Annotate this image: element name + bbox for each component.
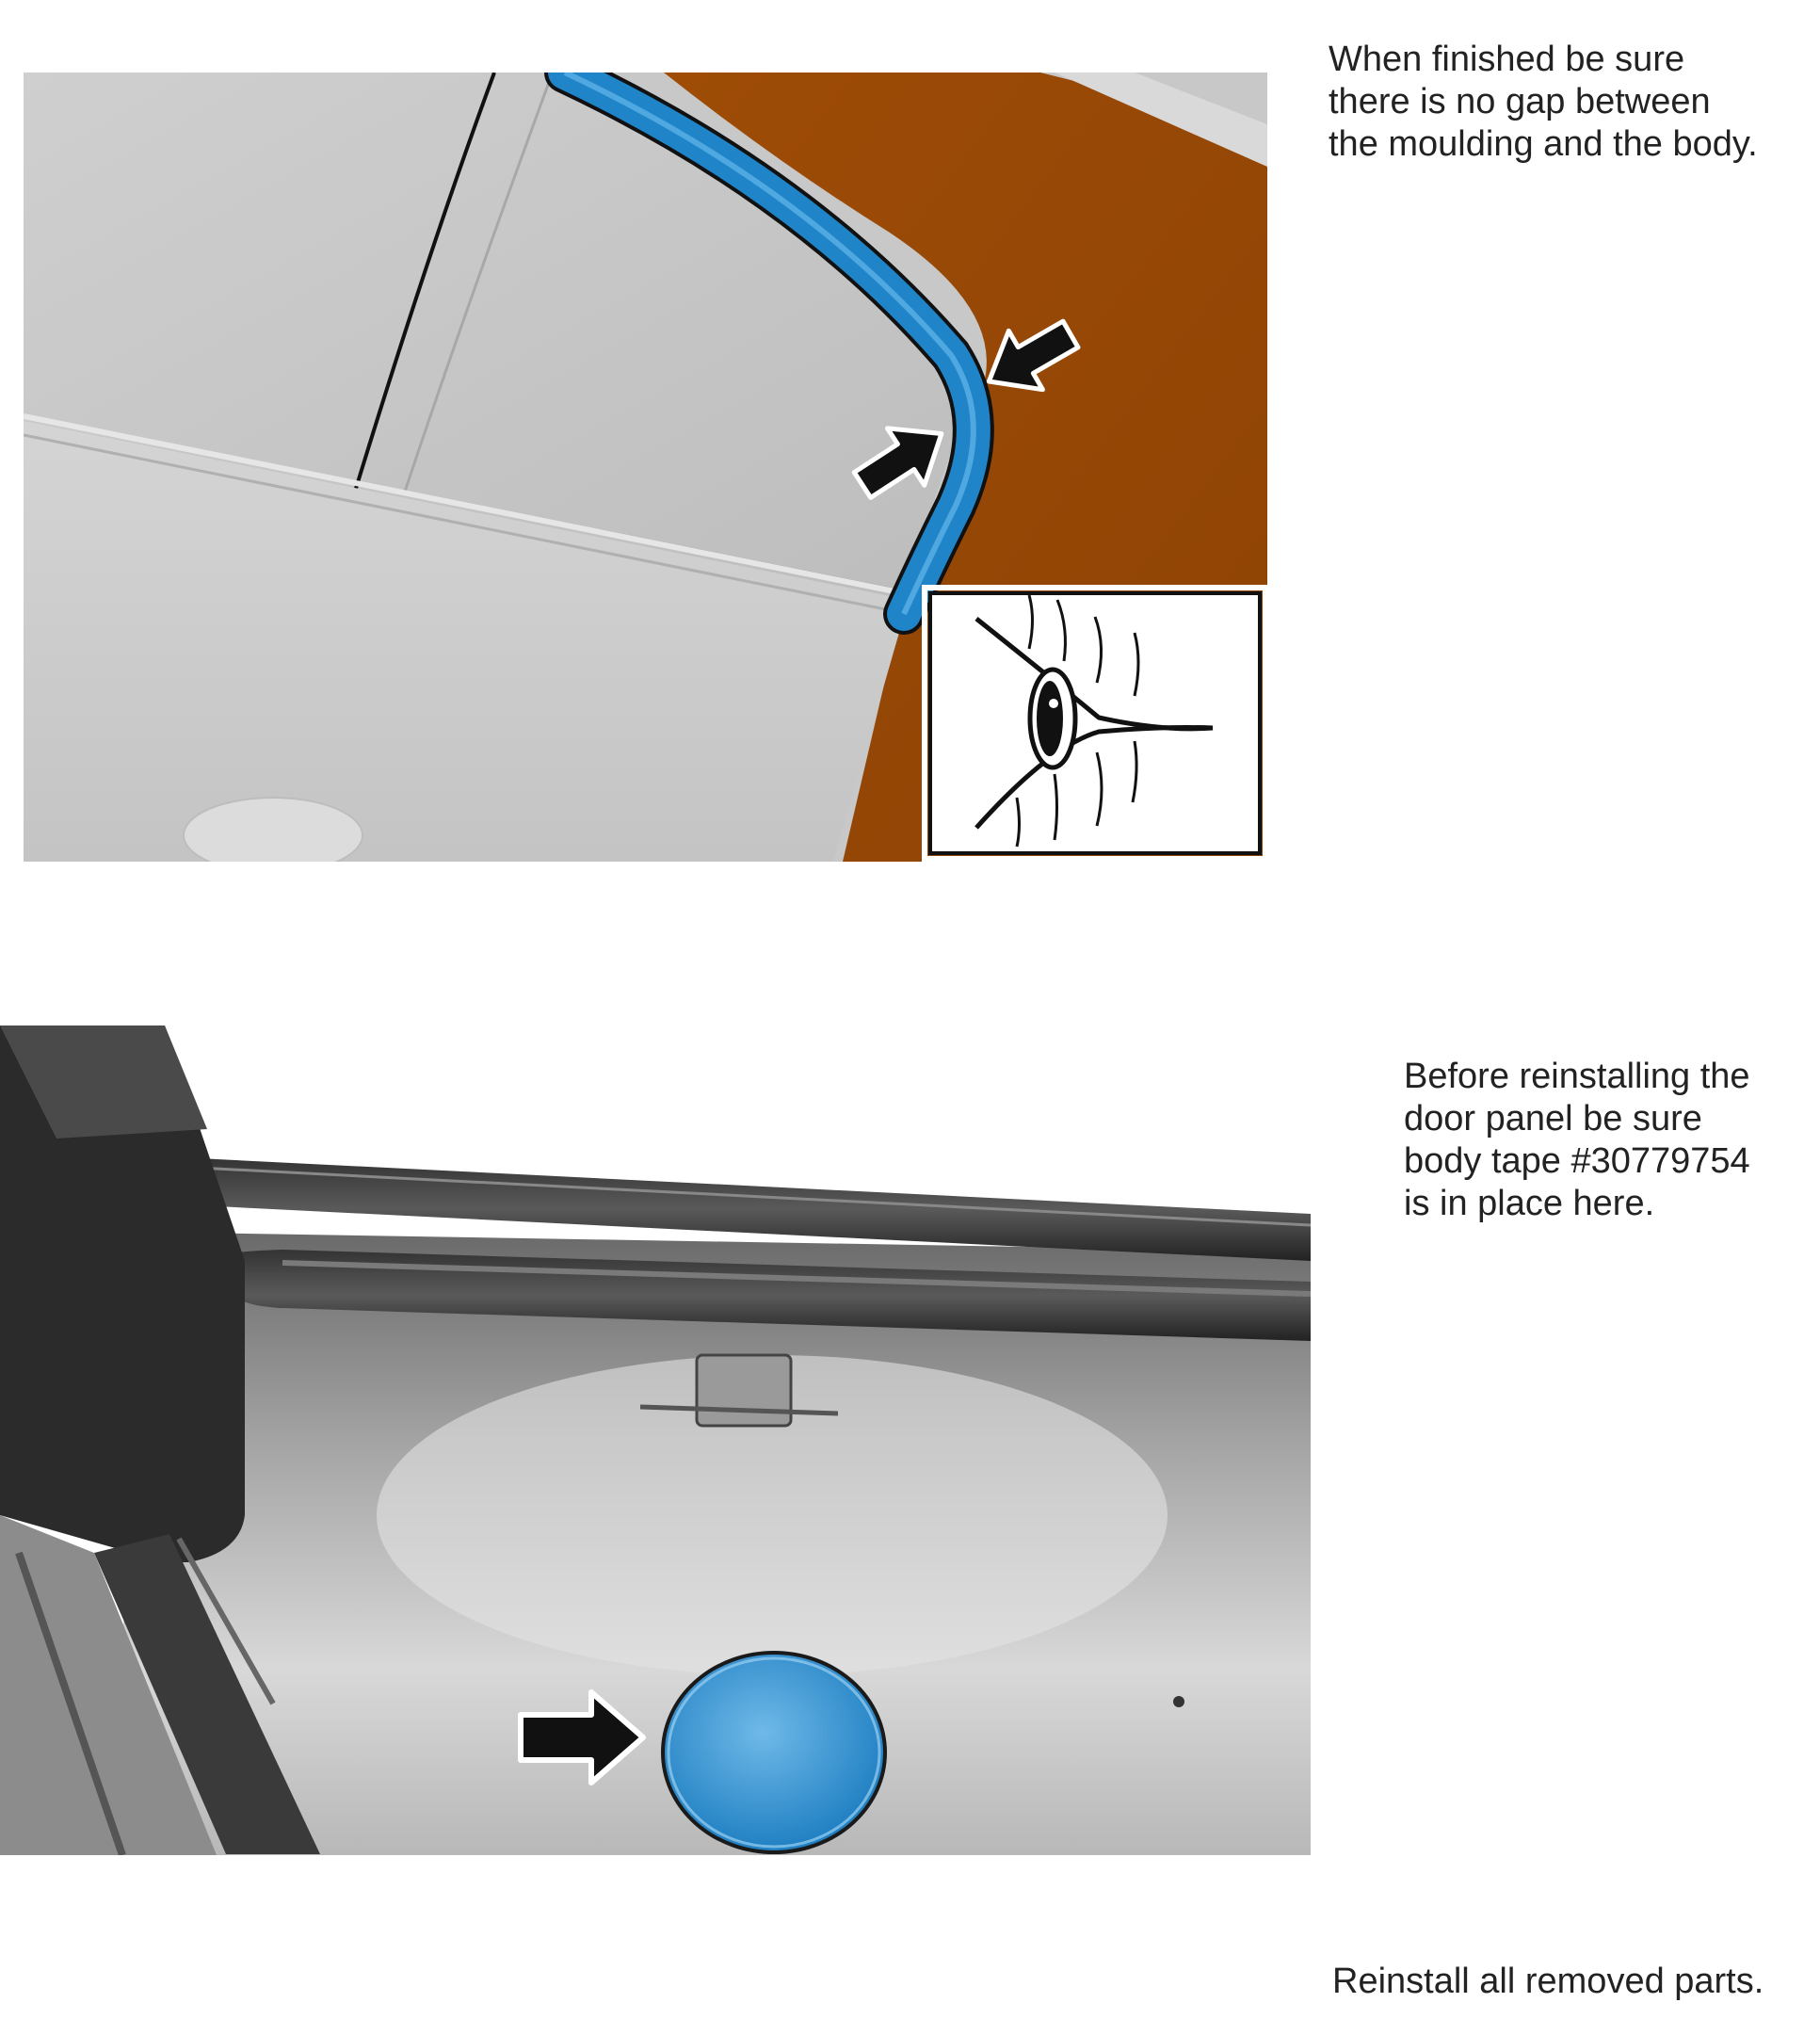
door-panel-photo: [0, 1026, 1311, 1855]
step-2-caption: Before reinstalling the door panel be sure body tape #30779754 is in place here.: [1404, 1057, 1750, 1223]
panel-hole: [1173, 1696, 1184, 1707]
step-1-caption: When finished be sure there is no gap between the moulding and the body.: [1329, 40, 1758, 164]
body-tape-highlight: [663, 1653, 885, 1852]
step-3-caption: Reinstall all removed parts.: [1332, 1962, 1764, 2001]
moulding-gap-illustration: [24, 73, 1267, 862]
beam-clip: [697, 1355, 791, 1426]
eye-inspect-icon: [925, 588, 1265, 859]
